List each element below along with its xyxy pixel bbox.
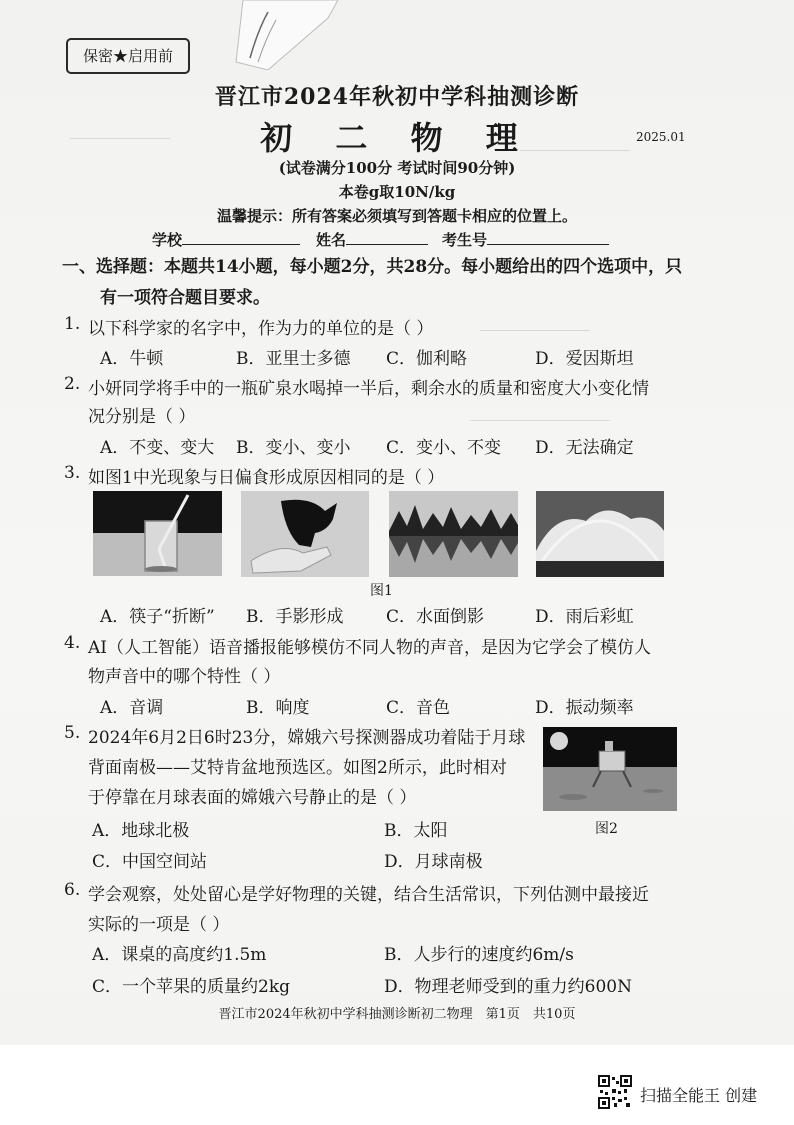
option-d: D．爱因斯坦 [535, 349, 634, 369]
name-field [316, 229, 428, 250]
question-number: 5. [64, 723, 81, 743]
section-heading: 一、选择题：本题共14小题，每小题2分，共28分。每小题给出的四个选项中，只 [62, 257, 683, 277]
option-d: D．振动频率 [535, 698, 634, 718]
exam-number-label: 考生号 [442, 231, 488, 249]
option-b: B．变小、变小 [236, 438, 351, 458]
question-text: 如图1中光现象与日偏食形成原因相同的是（ ） [88, 468, 445, 488]
option-c: C．一个苹果的质量约2kg [92, 977, 291, 997]
option-b: B．人步行的速度约6m/s [384, 945, 574, 965]
g-value-note: 本卷g取10N/kg [338, 183, 456, 201]
option-c: C．中国空间站 [92, 852, 208, 872]
school-blank [182, 230, 300, 245]
option-a: A．筷子“折断” [100, 607, 215, 627]
scanner-watermark: 扫描全能王 创建 [640, 1086, 758, 1105]
option-c: C．水面倒影 [386, 607, 485, 627]
name-label: 姓名 [316, 231, 347, 249]
exam-meta: (试卷满分100分 考试时间90分钟) [278, 159, 516, 177]
school-field [152, 229, 300, 250]
option-c: C．伽利略 [386, 349, 468, 369]
option-b: B．手影形成 [246, 607, 344, 627]
school-label: 学校 [152, 231, 183, 249]
figure2-caption: 图2 [595, 821, 618, 837]
option-a: A．牛顿 [100, 349, 164, 369]
exam-date: 2025.01 [636, 130, 686, 144]
figure1-caption: 图1 [370, 583, 393, 599]
figure1-chopstick-photo [93, 491, 222, 576]
question-number: 2. [64, 374, 81, 394]
option-c: C．变小、不变 [386, 438, 502, 458]
confidential-badge: 保密★启用前 [66, 38, 190, 74]
figure1-hand-shadow-photo [241, 491, 369, 577]
option-b: B．太阳 [384, 821, 448, 841]
option-a: A．课桌的高度约1.5m [92, 945, 267, 965]
warm-hint: 温馨提示：所有答案必须填写到答题卡相应的位置上。 [216, 207, 577, 225]
figure2-chang-e6-photo [543, 727, 677, 811]
question-text-cont: 于停靠在月球表面的嫦娥六号静止的是（ ） [88, 788, 417, 808]
folded-paper-corner [228, 0, 338, 70]
option-c: C．音色 [386, 698, 451, 718]
option-d: D．无法确定 [535, 438, 634, 458]
question-text: 小妍同学将手中的一瓶矿泉水喝掉一半后，剩余水的质量和密度大小变化情 [88, 379, 649, 399]
question-text-cont: 况分别是（ ） [88, 407, 196, 427]
question-text-cont: 实际的一项是（ ） [88, 915, 230, 935]
page-footer: 晋江市2024年秋初中学科抽测诊断初二物理 第1页 共10页 [218, 1007, 576, 1022]
figure1-rainbow-photo [536, 491, 664, 577]
option-d: D．物理老师受到的重力约600N [384, 977, 632, 997]
question-text-cont: 背面南极——艾特肯盆地预选区。如图2所示，此时相对 [88, 758, 507, 778]
option-b: B．亚里士多德 [236, 349, 351, 369]
show-through-line [480, 330, 590, 331]
name-blank [346, 230, 428, 245]
question-text: 2024年6月2日6时23分，嫦娥六号探测器成功着陆于月球 [88, 728, 526, 748]
question-text: 学会观察，处处留心是学好物理的关键，结合生活常识，下列估测中最接近 [88, 885, 649, 905]
option-a: A．不变、变大 [100, 438, 215, 458]
option-d: D．月球南极 [384, 852, 483, 872]
question-number: 6. [64, 880, 81, 900]
question-number: 3. [64, 463, 81, 483]
option-b: B．响度 [246, 698, 310, 718]
exam-title: 晋江市2024年秋初中学科抽测诊断 [214, 84, 580, 110]
figure1-water-reflection-photo [389, 491, 518, 577]
section-heading-cont: 有一项符合题目要求。 [100, 288, 270, 308]
question-text: AI（人工智能）语音播报能够模仿不同人物的声音，是因为它学会了模仿人 [88, 638, 651, 658]
subject-title: 初 二 物 理 [260, 119, 534, 157]
option-a: A．音调 [100, 698, 164, 718]
option-d: D．雨后彩虹 [535, 607, 634, 627]
exam-number-blank [487, 230, 609, 245]
qr-code-icon [598, 1075, 632, 1109]
question-number: 4. [64, 633, 81, 653]
question-number: 1. [64, 314, 81, 334]
question-text-cont: 物声音中的哪个特性（ ） [88, 667, 281, 687]
question-text: 以下科学家的名字中，作为力的单位的是（ ） [88, 319, 434, 339]
show-through-line [470, 420, 610, 421]
exam-number-field [442, 229, 609, 250]
option-a: A．地球北极 [92, 821, 190, 841]
